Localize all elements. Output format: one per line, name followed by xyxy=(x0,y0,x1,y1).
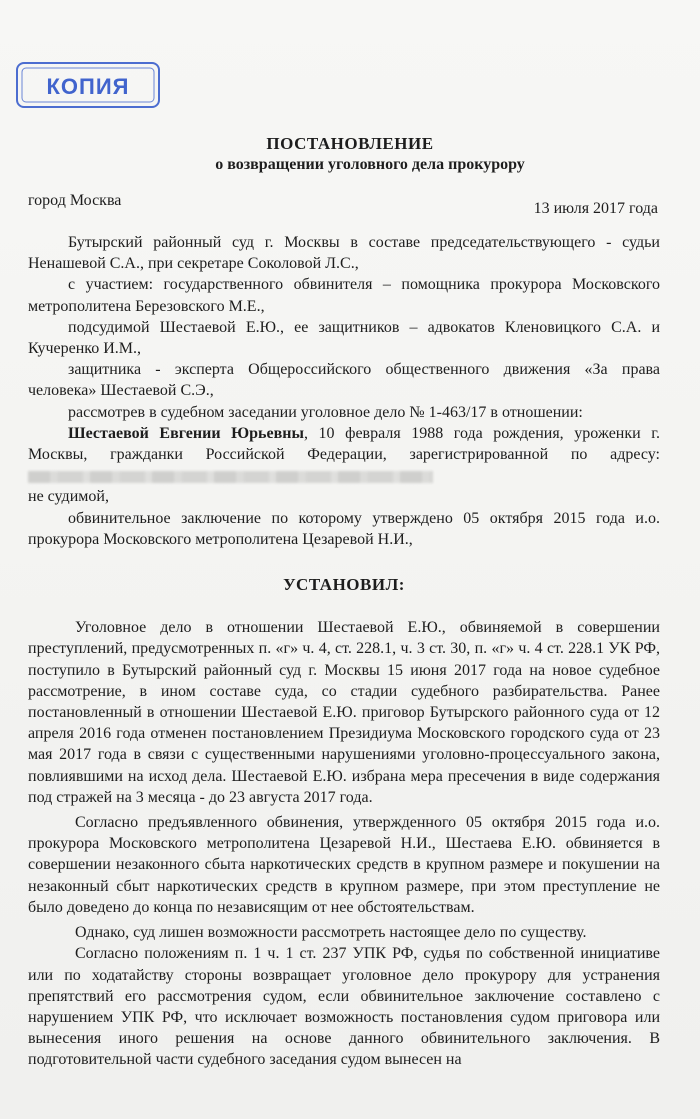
intro-defendant: подсудимой Шестаевой Е.Ю., ее защитников – адвокатов Кленовицкого С.А. и Кучеренко И.М., xyxy=(28,318,660,358)
paragraph-legal-basis: Согласно положениям п. 1 ч. 1 ст. 237 УПК РФ, судья по собственной инициативе или по ходатайству стороны возвращает уголовное дело прокурору для устранения препятствий его рассмотрения судом, если обвинительное заключение составлено с нарушением УПК РФ, что исключает возможность постановления судом приговора или вынесения иного решения на основе данного обвинительного заключения. В подготовительной части судебного заседания судом вынесен на xyxy=(28,945,660,1069)
intro-court-composition: Бутырский районный суд г. Москвы в составе председательствующего - судьи Ненашевой С.А., при секретаре Соколовой Л.С., xyxy=(28,234,660,273)
document-subtitle: о возвращении уголовного дела прокурору xyxy=(215,156,525,173)
kopiya-stamp xyxy=(14,60,162,110)
defendant-name: Шестаевой Евгении Юрьевны xyxy=(68,424,304,442)
paragraph-court-unable: Однако, суд лишен возможности рассмотреть настоящее дело по существу. xyxy=(75,924,587,942)
intro-defendant-details xyxy=(28,423,660,487)
intro-record: не судимой, xyxy=(28,488,109,506)
redacted-address xyxy=(28,471,433,483)
document-date: 13 июля 2017 года xyxy=(533,200,658,217)
stamp-text: КОПИЯ xyxy=(46,74,130,99)
paragraph-case-history: Уголовное дело в отношении Шестаевой Е.Ю., обвиняемой в совершении преступлений, предусмотренных п. «г» ч. 4, ст. 228.1, ч. 3 ст. 30, п. «г» ч. 4 ст. 228.1 УК РФ, поступило в Бутырский районный суд г. Москвы 15 июня 2017 года на новое судебное рассмотрение, в ином составе суда, со стадии судебного разбирательства. Ранее постановленный в отношении Шестаевой Е.Ю. приговор Бутырского районного суда от 12 апреля 2016 года отменен постановлением Президиума Московского городского суда от 23 мая 2017 года в связи с существенными нарушениями уголовно-процессуального закона, повлиявшими на исход дела. Шестаевой Е.Ю. избрана мера пресечения в виде содержания под стражей на 3 месяца - до 23 августа 2017 года. xyxy=(28,619,660,806)
intro-prosecutor: с участием: государственного обвинителя – помощника прокурора Московского метрополитена Березовского М.Е., xyxy=(28,276,660,315)
document-title: ПОСТАНОВЛЕНИЕ xyxy=(266,134,434,153)
section-heading: УСТАНОВИЛ: xyxy=(283,575,405,595)
intro-indictment: обвинительное заключение по которому утверждено 05 октября 2015 года и.о. прокурора Московского метрополитена Цезаревой Н.И., xyxy=(28,509,660,548)
document-city: город Москва xyxy=(28,192,122,209)
intro-case-number: рассмотрев в судебном заседании уголовное дело № 1-463/17 в отношении: xyxy=(68,403,583,421)
intro-defender: защитника - эксперта Общероссийского общественного движения «За права человека» Шестаевой С.Э., xyxy=(28,361,660,400)
defendant-details: , 10 февраля 1988 года рождения, уроженки г. Москвы, гражданки Российской Федерации, зарегистрированной по адресу: xyxy=(28,424,661,464)
document-body xyxy=(28,232,660,1071)
paragraph-charges: Согласно предъявленного обвинения, утвержденного 05 октября 2015 года и.о. прокурора Московского метрополитена Цезаревой Н.И., Шестаева Е.Ю. обвиняется в совершении незаконного сбыта наркотических средств в крупном размере и покушении на незаконный сбыт наркотических средств в крупном размере, при этом преступление не было доведено до конца по независящим от нее обстоятельствам. xyxy=(28,814,660,916)
